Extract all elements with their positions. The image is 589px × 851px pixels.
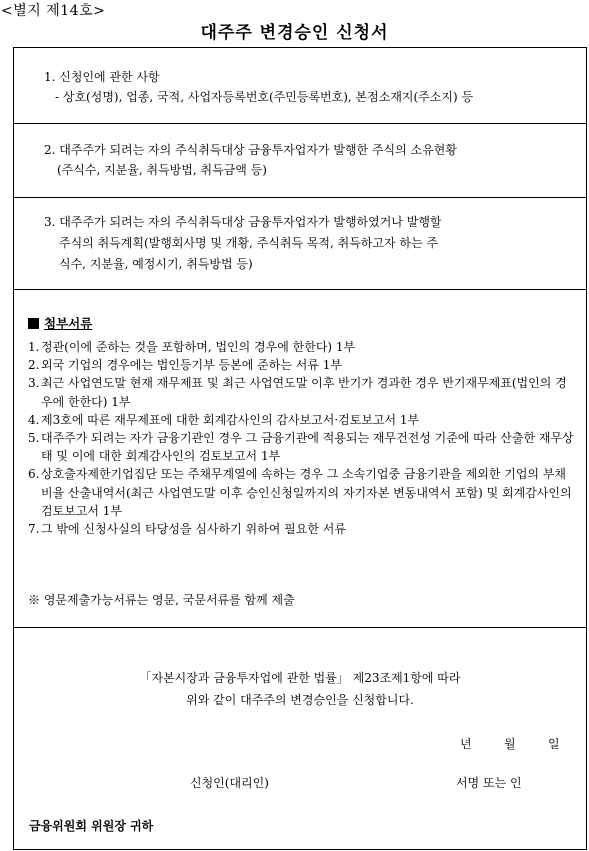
form-number-label: <별지 제14호> — [1, 3, 106, 19]
section-attachments — [14, 290, 586, 628]
application-form-frame — [13, 47, 587, 850]
declaration-line-1: 「자본시장과 금융투자업에 관한 법률」 제23조제1항에 따라 — [139, 671, 461, 685]
attachments-note: ※ 영문제출가능서류는 영문, 국문서류를 함께 제출 — [28, 593, 295, 607]
attachments-list — [28, 338, 576, 538]
signature-label: 서명 또는 인 — [456, 776, 522, 790]
date-month-label: 월 — [504, 737, 516, 751]
section-3-line-2: 주식의 취득계획(발행회사명 및 개황, 주식취득 목적, 취득하고자 하는 주 — [59, 236, 438, 250]
date-day-label: 일 — [548, 737, 560, 751]
attachment-item: 5. 대주주가 되려는 자가 금융기관인 경우 그 금융기관에 적용되는 재무건전성 기준에 따라 산출한 재무상태 및 이에 대한 회계감사인의 검토보고서 1부 — [28, 431, 574, 464]
attachment-item: 6. 상호출자제한기업집단 또는 주채무계열에 속하는 경우 그 소속기업중 금융기관을 제외한 기업의 부채비율 산출내역서(최근 사업연도말 이후 승인신청일까지의 자기자본 변동내역서 포함) 및 회계감사인의 검토보고서 1부 — [28, 467, 572, 518]
black-square-bullet-icon — [28, 318, 39, 329]
applicant-label: 신청인(대리인) — [190, 776, 269, 790]
attachment-item: 3. 최근 사업연도말 현재 재무제표 및 최근 사업연도말 이후 반기가 경과한 경우 반기재무제표(법인의 경우에 한한다) 1부 — [28, 376, 567, 409]
attachment-item: 4. 제3호에 따른 재무제표에 대한 회계감사인의 감사보고서·검토보고서 1부 — [28, 412, 420, 427]
attachment-item: 1. 정관(이에 준하는 것을 포함하며, 법인의 경우에 한한다) 1부 — [28, 340, 356, 354]
section-declaration — [14, 628, 586, 850]
attachment-item: 2. 외국 기업의 경우에는 법인등기부 등본에 준하는 서류 1부 — [28, 358, 342, 373]
attachment-item: 7. 그 밖에 신청사실의 타당성을 심사하기 위하여 필요한 서류 — [28, 522, 346, 537]
section-2-heading: 2. 대주주가 되려는 자의 주식취득대상 금융투자업자가 발행한 주식의 소유현황 — [44, 143, 457, 157]
section-applicant-info — [14, 48, 586, 124]
section-acquisition-plan — [14, 198, 586, 290]
document-title: 대주주 변경승인 신청서 — [200, 23, 389, 43]
section-3-line-1: 3. 대주주가 되려는 자의 주식취득대상 금융투자업자가 발행하였거나 발행할 — [44, 215, 442, 229]
section-3-line-3: 식수, 지분율, 예정시기, 취득방법 등) — [59, 257, 253, 271]
date-year-label: 년 — [460, 737, 472, 751]
section-2-detail: (주식수, 지분율, 취득방법, 취득금액 등) — [57, 163, 267, 177]
addressee: 금융위원회 위원장 귀하 — [29, 819, 154, 833]
declaration-line-2: 위와 같이 대주주의 변경승인을 신청합니다. — [186, 693, 414, 707]
section-current-shareholding — [14, 124, 586, 198]
section-1-detail: - 상호(성명), 업종, 국적, 사업자등록번호(주민등록번호), 본점소재지(주소지) 등 — [55, 90, 474, 104]
section-1-heading: 1. 신청인에 관한 사항 — [44, 70, 160, 84]
attachments-heading: 첨부서류 — [28, 314, 92, 333]
